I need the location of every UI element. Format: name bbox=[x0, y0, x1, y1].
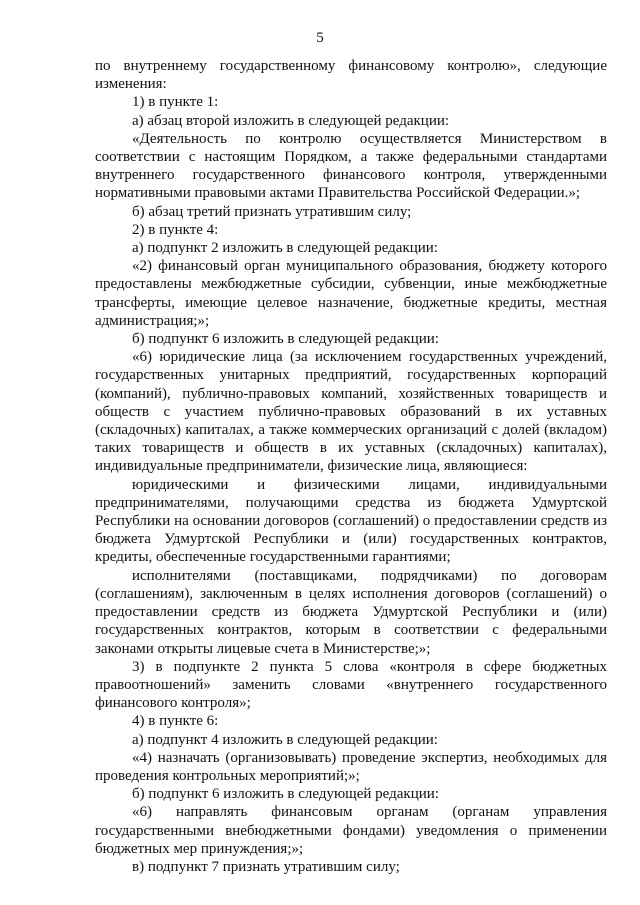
page-number: 5 bbox=[316, 30, 324, 46]
paragraph-item-3: 3) в подпункте 2 пункта 5 слова «контроля в сфере бюджетных правоотношений» заменить словами «внутреннего государственного финансового контроля»; bbox=[95, 658, 607, 712]
paragraph-item-2-heading: 2) в пункте 4: bbox=[132, 221, 219, 238]
paragraph-item-2a-quote: «2) финансовый орган муниципального образования, бюджету которого предоставлены межбюджетные субсидии, субвенции, иные межбюджетные трансферты, имеющие целевое назначение, бюджетные кредиты, местная администрация;»; bbox=[95, 258, 607, 329]
paragraph-intro-continuation: по внутреннему государственному финансовому контролю», следующие изменения: bbox=[95, 58, 607, 93]
paragraph-item-2b-quote: «6) юридические лица (за исключением государственных учреждений, государственных унитарных предприятий, государственных корпораций (компаний), публично-правовых компаний, хозяйственных товариществ и обществ с участием публично-правовых образований в их уставных (складочных) капиталах, а также коммерческих организаций с долей (вкладом) таких товариществ и обществ в их уставных (складочных) капиталах), индивидуальные предприниматели, физические лица, являющиеся: bbox=[95, 349, 607, 475]
paragraph-item-1b: б) абзац третий признать утратившим силу; bbox=[132, 203, 412, 220]
paragraph-item-4b: б) подпункт 6 изложить в следующей редакции: bbox=[132, 786, 439, 803]
paragraph-item-4b-quote: «6) направлять финансовым органам (органам управления государственными внебюджетными фондами) уведомления о применении бюджетных мер принуждения;»; bbox=[95, 804, 607, 857]
paragraph-item-1-heading: 1) в пункте 1: bbox=[132, 94, 219, 111]
paragraph-item-2b-sub-2: исполнителями (поставщиками, подрядчиками) по договорам (соглашениям), заключенным в целях исполнения договоров (соглашений) о предоставлении средств из бюджета Удмуртской Республики и (или) государственных контрактов, которым в соответствии с федеральными законами открыты лицевые счета в Министерстве;»; bbox=[95, 567, 607, 657]
paragraph-item-2b: б) подпункт 6 изложить в следующей редакции: bbox=[132, 331, 439, 348]
paragraph-item-2a: а) подпункт 2 изложить в следующей редакции: bbox=[132, 240, 438, 257]
paragraph-item-4a-quote: «4) назначать (организовывать) проведение экспертиз, необходимых для проведения контрольных мероприятий;»; bbox=[95, 749, 607, 784]
paragraph-item-4c: в) подпункт 7 признать утратившим силу; bbox=[132, 858, 400, 875]
paragraph-item-2b-sub-1: юридическими и физическими лицами, индивидуальными предпринимателями, получающими средства из бюджета Удмуртской Республики на основании договоров (соглашений) о предоставлении средств из бюджета Удмуртской Республики и (или) государственных контрактов, кредиты, обеспеченные государственными гарантиями; bbox=[95, 476, 607, 566]
paragraph-item-4-heading: 4) в пункте 6: bbox=[132, 713, 219, 730]
paragraph-item-1a-quote: «Деятельность по контролю осуществляется Министерством в соответствии с настоящим Порядком, а также федеральными стандартами внутреннего государственного финансового контроля, утвержденными нормативными правовыми актами Правительства Российской Федерации.»; bbox=[95, 130, 607, 202]
paragraph-item-4a: а) подпункт 4 изложить в следующей редакции: bbox=[132, 731, 438, 748]
document-body bbox=[95, 57, 607, 876]
paragraph-item-1a: а) абзац второй изложить в следующей редакции: bbox=[132, 112, 450, 129]
